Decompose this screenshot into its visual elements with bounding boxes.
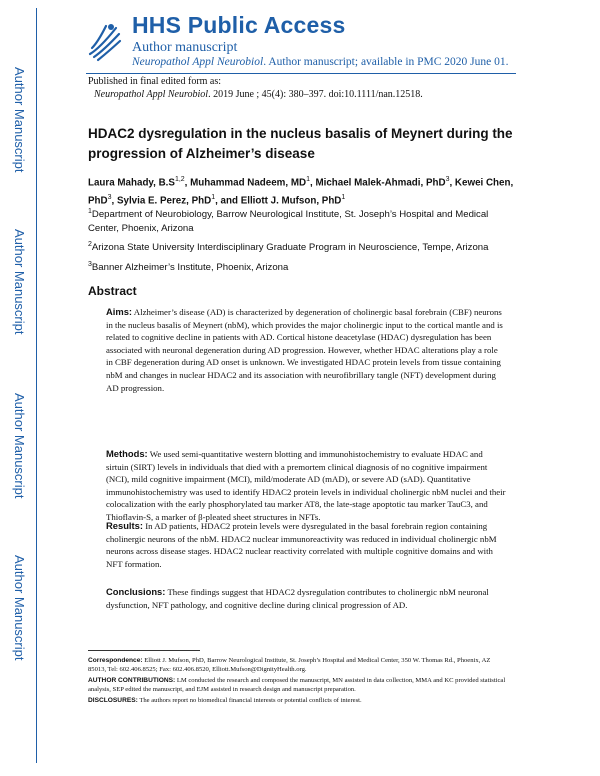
- footnote-contributions: AUTHOR CONTRIBUTIONS: LM conducted the research and composed the manuscript, MN assisted in data collection, MMA and KC provided statistical analysis, SEP edited the manuscript, and EJM assisted in research design and manuscript preparation.: [88, 677, 506, 694]
- availability-text: . Author manuscript; available in PMC 2020 June 01.: [263, 56, 509, 68]
- journal-availability: [132, 56, 509, 68]
- hhs-eagle-logo-icon: [86, 18, 122, 62]
- affiliation: $^2$Arizona State University Interdisciplinary Graduate Program in Neuroscience, Tempe, Arizona: [88, 241, 489, 254]
- author-name: Sylvia E. Perez, PhD: [116, 195, 212, 207]
- author-separator: ,: [184, 177, 191, 189]
- section-label: Conclusions:: [106, 586, 166, 597]
- author-affiliation-marker: 1: [306, 176, 310, 183]
- article-title: HDAC2 dysregulation in the nucleus basalis of Meynert during the progression of Alzheimer’s disease: [88, 126, 513, 161]
- abstract-aims: Aims: Alzheimer’s disease (AD) is characterized by degeneration of cholinergic basal forebrain (CBF) neurons in the nucleus basalis of Meynert (nbM), which provides the major cholinergic input to the cortical mantle and is related to cognitive decline in patients with AD. Cortical histone deacetylase (HDAC) dysregulation has been associated with neuronal degeneration during AD progression. However, whether HDAC alterations play a role in CBF degeneration during AD onset is unknown. We investigated HDAC protein levels from tissue containing nbM and changes in nuclear HDAC2 and its association with neurofibrillary tangle (NFT) development during AD progression.: [106, 306, 503, 393]
- author-affiliation-marker: 1,2: [174, 176, 185, 183]
- author-separator: , and: [215, 195, 241, 207]
- footnote-correspondence: Correspondence: Elliott J. Mufson, PhD, Barrow Neurological Institute, St. Joseph’s Hospital and Medical Center, 350 W. Thomas Rd., Phoenix, AZ 85013, Tel: 602.406.8525; Fax: 602.406.8520, Elliott.Mufson@DignityHealth.org.: [88, 657, 491, 674]
- author-manuscript-subtitle: Author manuscript: [132, 40, 238, 55]
- footnote-disclosures: DISCLOSURES: The authors report no biomedical financial interests or potential conflicts of interest.: [88, 697, 362, 704]
- section-label: Aims:: [106, 306, 133, 317]
- abstract-heading: Abstract: [88, 284, 137, 298]
- sidebar-divider: [36, 8, 37, 763]
- author-affiliation-marker: 3: [107, 194, 112, 202]
- sidebar-label-author-manuscript: Author Manuscript: [12, 555, 27, 661]
- author-affiliation-marker: 1: [341, 194, 346, 202]
- affiliation: $^1$Department of Neurobiology, Barrow Neurological Institute, St. Joseph’s Hospital and Medical Center, Phoenix, Arizona: [88, 208, 489, 235]
- sidebar-label-author-manuscript: Author Manuscript: [12, 393, 27, 499]
- affiliation: $^3$Banner Alzheimer’s Institute, Phoenix, Arizona: [88, 261, 289, 274]
- author-name: Elliott J. Mufson, PhD: [240, 195, 342, 207]
- sidebar-label-author-manuscript: Author Manuscript: [12, 67, 27, 173]
- author-separator: ,: [309, 177, 316, 189]
- citation-journal: Neuropathol Appl Neurobiol: [94, 89, 209, 100]
- abstract-conclusions: Conclusions: These findings suggest that HDAC2 dysregulation contributes to cholinergic nbM neuronal dysfunction, NFT pathology, and cognitive decline during clinical progression of AD.: [106, 586, 489, 610]
- author-name: Kewei Chen, PhD: [88, 177, 514, 207]
- citation-details: . 2019 June ; 45(4): 380–397. doi:10.1111/nan.12518.: [208, 89, 423, 100]
- journal-name: Neuropathol Appl Neurobiol: [132, 56, 264, 68]
- author-name: Michael Malek-Ahmadi, PhD: [315, 177, 446, 189]
- citation: [94, 89, 423, 100]
- author-affiliation-marker: 3: [445, 176, 450, 183]
- sidebar-label-author-manuscript: Author Manuscript: [12, 229, 27, 335]
- section-label: Methods:: [106, 448, 148, 459]
- author-name: Laura Mahady, B.S: [88, 177, 175, 189]
- author-affiliation-marker: 1: [211, 194, 216, 202]
- abstract-results: Results: In AD patients, HDAC2 protein levels were dysregulated in the basal forebrain region containing cholinergic neurons of the nbM. HDAC2 nuclear immunoreactivity was reduced in individual cholinergic nbM neurons across disease stages. HDAC2 nuclear reactivity correlated with multiple cognitive domains and with NFT formation.: [106, 520, 497, 569]
- section-label: Results:: [106, 520, 143, 531]
- abstract-methods: Methods: We used semi-quantitative western blotting and immunohistochemistry to evaluate HDAC and sirtuin (SIRT) levels in individuals that died with a premortem clinical diagnosis of no cognitive impairment (NCI), mild cognitive impairment (MCI), mild/moderate AD (mAD), or severe AD (sAD). Quantitative immunohistochemistry was used to identify HDAC2 protein levels in individual cholinergic nbM nuclei and their colocalization with the early phosphorylated tau marker AT8, the late-stage apoptotic tau marker TauC3, and Thioflavin-S, a marker of β-pleated sheet structures in NFTs.: [106, 448, 506, 522]
- author-name: Muhammad Nadeem, MD: [190, 177, 307, 189]
- footnote-rule: [88, 650, 200, 651]
- published-label: Published in final edited form as:: [88, 76, 222, 87]
- hhs-public-access-title: HHS Public Access: [132, 12, 346, 38]
- author-separator: ,: [449, 177, 455, 189]
- header-rule: [86, 73, 516, 74]
- author-separator: ,: [111, 195, 117, 207]
- author-list: [88, 172, 518, 209]
